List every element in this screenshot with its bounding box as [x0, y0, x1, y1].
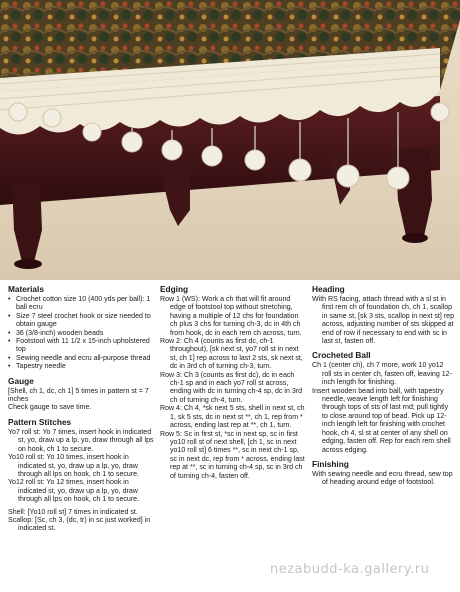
- heading-section: [312, 284, 454, 346]
- materials-item: • Sewing needle and ecru all-purpose thread: [8, 355, 154, 363]
- stitch-definition: Yo10 roll st: Yo 10 times, insert hook in indicated st, yo, draw up a lp, yo, draw through all lps on hook, ch 1 to secure.: [8, 454, 140, 478]
- finishing-section: [312, 459, 454, 488]
- footstool-illustration: [0, 0, 460, 280]
- edging-row: Row 3: Ch 3 (counts as first dc), dc in each ch-1 sp and in each yo7 roll st across, ending with dc in turning ch-4 sp, dc in 3rd ch of turning ch-4, turn.: [160, 371, 303, 404]
- stitch-definition: Yo12 roll st: Yo 12 times, insert hook in indicated st, yo, draw up a lp, yo, draw through all lps on hook, ch 1 to secure.: [8, 479, 140, 504]
- heading-text: With RS facing, attach thread with a sl st in first rem ch of foundation ch, ch 1, scallop in same st, [sk 3 sts, scallop in next st] rep across, adjusting number of sts skipped at end of row if necessary to end with sc in last st, fasten off.: [312, 296, 454, 346]
- crocheted-ball-heading: Crocheted Ball: [312, 350, 371, 361]
- materials-item: • Footstool with 11 1/2 x 15-inch upholstered top: [8, 338, 154, 355]
- pattern-stitches-heading: Pattern Stitches: [8, 416, 72, 427]
- materials-item: • 36 (3/8-inch) wooden beads: [8, 330, 154, 338]
- materials-item: • Size 7 steel crochet hook or size needed to obtain gauge: [8, 313, 154, 330]
- edging-section: [160, 284, 306, 481]
- gauge-section: [8, 376, 154, 413]
- column-1: [8, 284, 154, 538]
- edging-row: Row 1 (WS): Work a ch that will fit around edge of footstool top without stretching, having a multiple of 12 chs for foundation ch plus 3 chs for turning ch-3, dc in 4th ch from hook, dc in each rem ch across, turn.: [160, 296, 302, 337]
- stitch-definition: Shell: [Yo10 roll st] 7 times in indicated st.: [8, 508, 138, 516]
- edging-row: Row 2: Ch 4 (counts as first dc, ch-1 throughout), [sk next st, yo7 roll st in next st, ch 1] rep across to last 2 sts, sk next st, dc in 3rd ch of turning ch-3, turn.: [160, 338, 303, 371]
- finishing-heading: Finishing: [312, 458, 349, 469]
- crocheted-ball-text: Insert wooden bead into ball, with tapestry needle, weave length left for finishing through tops of sts of last rnd; pull tightly to close around top of bead. Pick up 12-inch length left for finishing with crochet hook, ch 4, sl st at center of any shell on edging, fasten off. Rep for each rem shell across edging.: [312, 387, 451, 454]
- gauge-note: Check gauge to save time.: [8, 404, 92, 412]
- crocheted-ball-section: [312, 350, 454, 454]
- pattern-text: [0, 284, 460, 592]
- materials-list: [8, 296, 154, 372]
- edging-heading: Edging: [160, 284, 189, 294]
- column-3: [312, 284, 454, 492]
- stitch-definition: Scallop: [Sc, ch 3, (dc, tr) in sc just worked] in indicated st.: [8, 516, 151, 533]
- crocheted-ball-text: Ch 1 (center ch), ch 7 more, work 10 yo12 roll sts in center ch, fasten off, leaving 12-inch length for finishing.: [312, 362, 452, 387]
- gauge-heading: Gauge: [8, 375, 34, 386]
- column-2: [160, 284, 306, 485]
- edging-row: Row 4: Ch 4, *sk next 5 sts, shell in next st, ch 1, sk 5 sts, dc in next st **, ch 1, rep from * across, ending last rep at **, ch 1, turn.: [160, 405, 305, 430]
- footstool-photo: [0, 0, 460, 280]
- pattern-stitches-section: [8, 417, 154, 534]
- heading-heading: Heading: [312, 284, 345, 294]
- edging-row: Row 5: Sc in first st, *sc in next sp, sc in first yo10 roll st of next shell, [ch 1, sc in next yo10 roll st] 6 times **, sc in next ch-1 sp, sc in next dc, rep from * across, ending last rep at **, sc in turning ch-4 sp, sc in 3rd ch of turning ch-4, fasten off.: [160, 430, 305, 480]
- materials-section: [8, 284, 154, 372]
- materials-item: • Tapestry needle: [8, 363, 154, 371]
- finishing-text: With sewing needle and ecru thread, sew top of heading around edge of footstool.: [312, 470, 453, 487]
- gauge-line: [Shell, ch 1, dc, ch 1] 5 times in pattern st = 7 inches: [8, 387, 149, 404]
- materials-heading: Materials: [8, 284, 44, 294]
- stitch-definition: Yo7 roll st: Yo 7 times, insert hook in indicated st, yo, draw up a lp, yo, draw through all lps on hook, ch 1 to secure.: [8, 428, 154, 453]
- watermark: nezabudd-ka.gallery.ru: [270, 562, 430, 577]
- materials-item: • Crochet cotton size 10 (400 yds per ball): 1 ball ecru: [8, 296, 154, 313]
